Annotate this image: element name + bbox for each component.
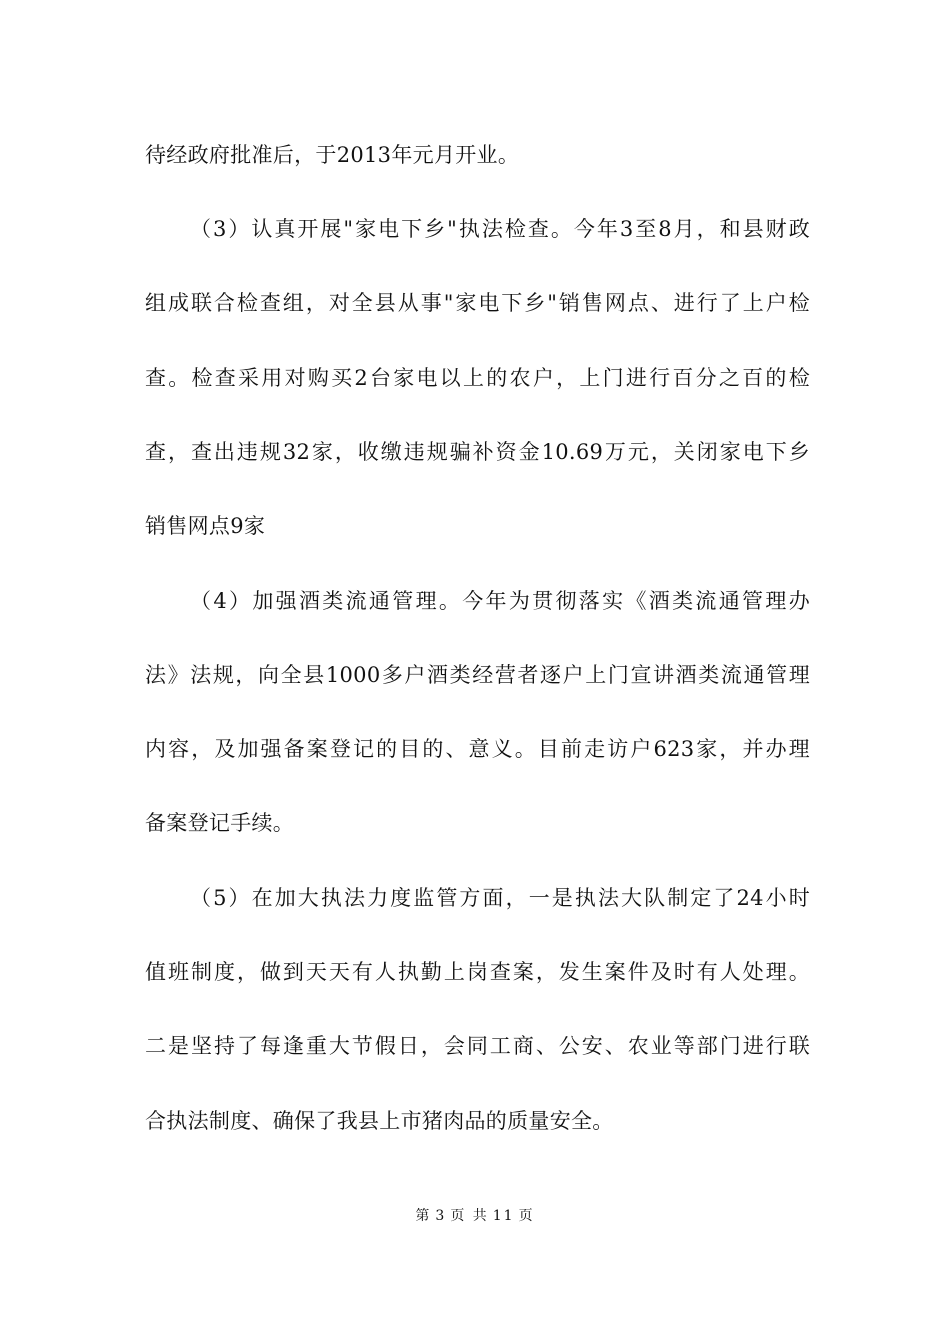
footer-middle: 页 共 (450, 1208, 489, 1224)
text-line: （3）认真开展"家电下乡"执法检查。今年3至8月，和县财政 (190, 217, 810, 241)
text-line: （4）加强酒类流通管理。今年为贯彻落实《酒类流通管理办 (190, 589, 810, 613)
footer-total-pages: 11 (492, 1208, 515, 1224)
text-line: 合执法制度、确保了我县上市猪肉品的质量安全。 (145, 1109, 614, 1133)
page-footer (0, 1206, 950, 1226)
text-line: 法》法规，向全县1000多户酒类经营者逐户上门宣讲酒类流通管理 (145, 663, 810, 687)
text-line: 二是坚持了每逢重大节假日，会同工商、公安、农业等部门进行联 (145, 1034, 810, 1058)
text-line: 销售网点9家 (145, 514, 266, 538)
text-line: 组成联合检查组，对全县从事"家电下乡"销售网点、进行了上户检 (145, 291, 810, 315)
text-line: 查。检查采用对购买2台家电以上的农户，上门进行百分之百的检 (145, 366, 810, 390)
footer-current-page: 3 (435, 1208, 447, 1224)
text-line: 内容，及加强备案登记的目的、意义。目前走访户623家，并办理 (145, 737, 810, 761)
text-line: 值班制度，做到天天有人执勤上岗查案，发生案件及时有人处理。 (145, 960, 810, 984)
footer-prefix: 第 (415, 1208, 432, 1224)
text-line: 查，查出违规32家，收缴违规骗补资金10.69万元，关闭家电下乡 (145, 440, 810, 464)
text-line: 待经政府批准后，于2013年元月开业。 (145, 143, 520, 167)
text-line: 备案登记手续。 (145, 811, 295, 835)
text-line: （5）在加大执法力度监管方面，一是执法大队制定了24小时 (190, 886, 810, 910)
footer-suffix: 页 (518, 1208, 535, 1224)
